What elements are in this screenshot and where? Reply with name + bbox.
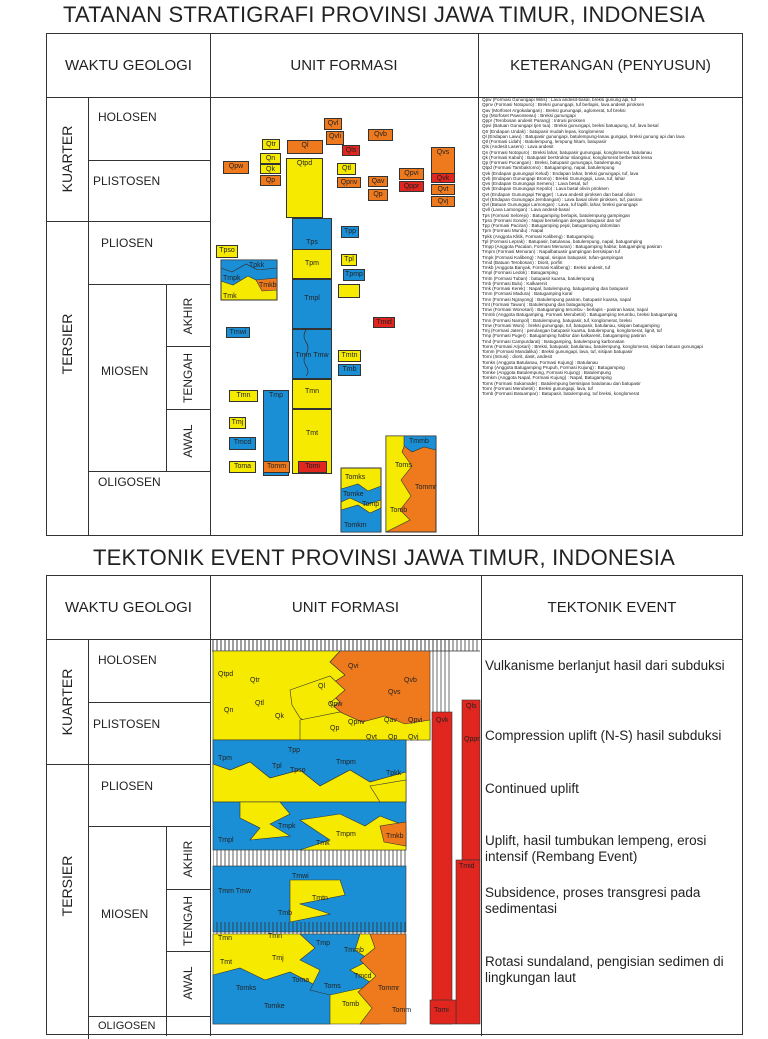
unit-tmn-c: Tmn	[292, 379, 332, 409]
epoch-miosen-2: MIOSEN	[101, 907, 149, 921]
unit-qpw: Qpw	[223, 161, 249, 174]
svg-text:Qp: Qp	[330, 725, 340, 732]
epoch-oligosen-2: OLIGOSEN	[98, 1020, 156, 1032]
event-2: Compression uplift (N-S) hasil subduksi	[485, 728, 722, 743]
event-6: Rotasi sundaland, pengisian sedimen di lingkungan laut	[485, 954, 724, 985]
unit-qppr: Qppr	[399, 181, 424, 192]
header-waktu-2: WAKTU GEOLOGI	[65, 599, 192, 616]
unit-tmn: Tmn	[229, 390, 258, 402]
epoch-oligosen: OLIGOSEN	[98, 475, 161, 489]
svg-text:Tmb: Tmb	[278, 910, 292, 917]
svg-text:Tmtn: Tmtn	[312, 895, 328, 902]
header-waktu: WAKTU GEOLOGI	[65, 57, 192, 74]
label-tmk: Tmk	[223, 293, 237, 300]
svg-text:Tmcd: Tmcd	[354, 973, 372, 980]
svg-text:Qp: Qp	[388, 734, 398, 741]
era-kuarter-2: KUARTER	[59, 668, 75, 736]
svg-text:Toma: Toma	[292, 977, 310, 984]
svg-text:Tmp: Tmp	[316, 940, 330, 947]
svg-text:Tmn: Tmn	[218, 935, 232, 942]
svg-text:Tmkb: Tmkb	[386, 833, 404, 840]
svg-text:Tmpk: Tmpk	[278, 823, 296, 830]
svg-text:Qk: Qk	[275, 713, 284, 720]
unit-tpm: Tpm	[292, 249, 332, 279]
svg-text:Tomks: Tomks	[236, 985, 257, 992]
svg-text:Tpl: Tpl	[272, 763, 282, 770]
svg-text:Tomb: Tomb	[342, 1001, 360, 1008]
svg-text:Tmj: Tmj	[272, 955, 284, 962]
unit-qvj: Qvj	[431, 196, 455, 207]
unit-tmcd: Tmcd	[229, 437, 256, 450]
svg-text:Tmpm: Tmpm	[336, 831, 356, 838]
svg-text:Qvs: Qvs	[388, 689, 401, 696]
event-3: Continued uplift	[485, 781, 579, 796]
unit-qn: Qn	[260, 153, 281, 164]
unit-qp: Qp	[260, 175, 281, 186]
svg-text:Tomm: Tomm	[392, 1007, 412, 1014]
era-kuarter: KUARTER	[59, 125, 75, 193]
svg-text:Tpso: Tpso	[290, 767, 306, 774]
tectonic-title: TEKTONIK EVENT PROVINSI JAWA TIMUR, INDONESIA	[93, 545, 675, 570]
svg-text:Qls: Qls	[466, 703, 477, 710]
unit-qav: Qav	[368, 176, 388, 187]
event-4: Uplift, hasil tumbukan lempeng, erosi intensif (Rembang Event)	[485, 833, 707, 864]
unit-tmj: Tmj	[229, 417, 246, 429]
svg-text:Tomke: Tomke	[264, 1003, 285, 1010]
stratigraphy-title: TATANAN STRATIGRAFI PROVINSI JAWA TIMUR, INDONESIA	[63, 2, 705, 27]
unit-qvb: Qvb	[368, 129, 393, 141]
unit-qvt: Qvt	[431, 184, 455, 195]
svg-text:Qvi: Qvi	[348, 663, 359, 670]
header-tektonik: TEKTONIK EVENT	[547, 599, 677, 616]
event-1: Vulkanisme berlanjut hasil dari subduksi	[485, 658, 725, 673]
svg-text:Qpvi: Qpvi	[408, 717, 423, 724]
epoch-plistosen: PLISTOSEN	[93, 174, 161, 188]
svg-text:Tmwi: Tmwi	[292, 873, 309, 880]
svg-text:Tpp: Tpp	[288, 747, 301, 754]
unit-tpso: Tpso	[216, 245, 238, 258]
unit-ql: Ql	[287, 140, 323, 154]
epoch-miosen: MIOSEN	[101, 364, 149, 378]
era-tersier-2: TERSIER	[59, 855, 75, 917]
svg-text:Tmk: Tmk	[316, 840, 330, 847]
header-unit: UNIT FORMASI	[290, 57, 398, 74]
unit-tmp: Tmp	[263, 390, 289, 476]
unit-tmid: Tmid	[373, 317, 395, 328]
unit-tmm-tmw: Tmm Tmw	[292, 329, 332, 379]
svg-text:Tmmb: Tmmb	[409, 438, 429, 445]
unit-qvs: Qvs	[431, 147, 455, 175]
header-unit-2: UNIT FORMASI	[291, 599, 400, 616]
unit-qvk: Qvk	[431, 173, 455, 183]
unit-tmb: Tmb	[338, 364, 361, 376]
unit-tmwi: Tmwi	[226, 327, 250, 338]
svg-text:Qppr: Qppr	[464, 736, 480, 743]
svg-text:Qvj: Qvj	[408, 734, 419, 741]
unit-tmpl: Tmpl	[292, 279, 332, 329]
unit-qvli: Qvli	[326, 131, 344, 145]
sub-awal: AWAL	[181, 424, 195, 458]
svg-text:Ql: Ql	[318, 683, 325, 690]
label-tmkb: Tmkb	[259, 282, 277, 289]
unit-tpp: Tpp	[341, 226, 359, 238]
unit-tmtn: Tmtn	[338, 350, 361, 362]
epoch-pliosen: PLIOSEN	[101, 236, 154, 250]
svg-text:Tmpl: Tmpl	[218, 837, 234, 844]
sub-akhir-2: AKHIR	[181, 840, 195, 878]
epoch-holosen-2: HOLOSEN	[98, 653, 157, 667]
svg-text:Qn: Qn	[224, 707, 234, 714]
unit-tomi: Tomi	[298, 461, 327, 473]
unit-tps: Tps	[292, 218, 332, 348]
svg-text:Tomb: Tomb	[390, 507, 408, 514]
epoch-holosen: HOLOSEN	[98, 110, 157, 124]
svg-text:Tommr: Tommr	[378, 985, 400, 992]
svg-text:Qpw: Qpw	[328, 701, 343, 708]
unit-qpvi: Qpvi	[399, 168, 424, 180]
svg-text:Tmn: Tmn	[268, 933, 282, 940]
svg-text:Qtl: Qtl	[255, 700, 264, 707]
epoch-pliosen-2: PLIOSEN	[101, 779, 154, 793]
header-keterangan: KETERANGAN (PENYUSUN)	[510, 57, 711, 74]
svg-text:Qvt: Qvt	[366, 734, 377, 741]
sub-awal-2: AWAL	[181, 966, 195, 1000]
svg-text:Qvb: Qvb	[404, 677, 417, 684]
unit-tmt: Tmt	[292, 409, 332, 474]
svg-text:Tomi: Tomi	[434, 1007, 449, 1014]
svg-text:Tmm Tmw: Tmm Tmw	[218, 888, 251, 895]
unit-qtr: Qtr	[262, 139, 280, 150]
svg-text:Qav: Qav	[384, 717, 397, 724]
unit-qp2: Qp	[368, 189, 388, 201]
unit-toma: Toma	[229, 461, 256, 473]
label-tmpk: Tmpk	[223, 275, 241, 282]
era-tersier: TERSIER	[59, 313, 75, 375]
svg-text:Tpkk: Tpkk	[386, 770, 402, 777]
svg-text:Tomkm: Tomkm	[344, 522, 367, 529]
svg-text:Toms: Toms	[395, 462, 412, 469]
sub-tengah: TENGAH	[181, 352, 195, 403]
sub-tengah-2: TENGAH	[181, 895, 195, 946]
svg-text:Qvk: Qvk	[436, 717, 449, 724]
svg-text:Tommr: Tommr	[415, 484, 437, 491]
unit-tpl: Tpl	[341, 254, 357, 266]
unit-qvl: Qvl	[324, 118, 342, 130]
svg-text:Qtr: Qtr	[250, 677, 260, 684]
svg-text:Qtpd: Qtpd	[218, 671, 234, 678]
unit-qk: Qk	[260, 164, 281, 174]
label-tpkk: Tpkk	[249, 262, 265, 269]
unit-qtl: Qtl	[337, 163, 356, 175]
svg-text:Tmt: Tmt	[220, 959, 233, 966]
svg-text:Tomke: Tomke	[343, 491, 364, 498]
epoch-plistosen-2: PLISTOSEN	[93, 717, 161, 731]
svg-text:Tomp: Tomp	[362, 501, 380, 508]
svg-text:Tmpm: Tmpm	[336, 759, 356, 766]
svg-text:Tmmb: Tmmb	[344, 947, 364, 954]
svg-text:Qpnv: Qpnv	[348, 719, 365, 726]
svg-text:Tpm: Tpm	[218, 755, 232, 762]
unit-tomm: Tomm	[263, 461, 290, 473]
svg-text:Tomks: Tomks	[345, 474, 366, 481]
svg-text:Tmid: Tmid	[459, 863, 475, 870]
description-list: Qpw (Formasi Gunungapi Wilis) : Lava andesit-basal, breksi gunung api, tuf Qpnv (Formasi Notopuro) : Breksi gunungapi, tuf berlapis, lava andesit piroksen Qav (Morfoset Argokalangan) : Breksi gunungapi, aglomerat, tuf breksi Qp (Morfoset Pawonsewu) : Breksi gunungapi Qppr (Terobosan andesit Parang) : Intrusi piroksen Qpvi (Batuan Gunungapi Ijen tua) : Breksi gunungapi, breksi batuapung, tuf, lava besal Qtr (Endapan Undak) : batupasir mudah lepas, konglomerat Ql (Endapan Lawu) : Batupasir gunungapi, batulempung-lanau gungapi, breksi gunung api dan lava Qtl (Formasi Lidah) : Batulempung, lempung hitam, batupasir Qls (Andesit Lasem) : Lava andesit Qn (Formasi Notopuro) : Breksi lahar, batupasir gunungapi, konglomerat, batulanau Qk (Formasi Kabuh) : Batupasir berstruktur silangsiur, konglomerat berbentuk lensa Qp (Formasi Pucangan) : Breksi, batupasir gunungapi, batulempung Qtpd (Formasi Tambakromo) : Batugamping, napal, batulempung Qvk (Endapan gunungapi Kelud) : Endapan lahar, breksi gunungapi, tuf, lava Qvb (Endapan Gunungapi Bromo) : Breksi Gunungapi, Lava, tuf, lahar Qvs (Endapan Gunungapi Semeru) : Lava besal, tuf Qvk (Endapan Gunungapi Kepolo) : Lava basal olivin piroksen Qvt (Endapan Gunungapi Tengger) : Lava andesit piroksen dan basal olivin Qvl (Endapan Gunungapi Jembangan) : Lava basal olivin piroksen, tuf, pasiran Qvl (Batuan Gunungapi Lamongan) : Lava, tuf lapilli, lahar, breksi gunungapi Qvll (Lava Lamongan) : Lava andesit-basal Tps (Formasi Selorejo) : Batugamping berlapis, batulempung gampingan Tpso (Formasi Sonde) : Napal berselingan dengan batupasir dan tuf Tpp (Formasi Paciran) : Batugamping pejal, batugamping dolomitan Tpm (Formasi Mundu) : Napal Tpkk (Anggota Klitik, Formasi Kalibeng) : Batugamping Tpl (Formasi Leprak) : Batupasir, batulanau, batulempung, napal, batugamping Tmpp (Anggota Pacalan, Formasi Menuran) : Batugamping hablur, batugamping pasiran Tmpm (Formasi Menuran) : Napalbatuasir gampingan bersisipan tuf Tmpk (Formasi Kalibeng) : Napal, sisipan batupasir, tufan-gampingan Tmid (Batuan Terobosan) : Diorit, porfiri Tmkb (Anggota Banyak, Formasi Kalibeng) : Breksi andesit, tuf Tmpl (Formasi Ledok) : Batugamping Tmtn (Formasi Tuban) : batupasir kuarsa, batulempung Tmb (Formasi Bulu) : Kalkarenit Tmk (Formasi Kerek) : Napal, batulempung, batugamping dan batupasir Tmm (Formasi Madura) : Batugamping koral Tmn (Formasi Ngrayong) : Batulempung pasiran, batupasir kuarsa, napal Tmt (Formasi Tawun) : Batulempung dan batugamping Tmw (Formasi Wonosari) : Batugamping terumbu - berlapis - pasiran kasar, napal Tmmb (Anggota Batugamping, Formasi Merubetiri) : Batugamping terumbu, breksi batugamping Tmn (Formasi Nampol) : Batulempung, batupasir, tuf, konglomerat, breksi Tmw (Formasi Wuni) : breksi gunungapi, tuf, batupasir, batulanau, sisipan batugamping Tmj (Formasi Jaten) : perulangan batupasir kuarsa, batulempung, konglomerat, lignit, tuf Tmp (Formasi Puger) : Batugamping hablur dan kalkarenit, batugamping pasiran Tmd (Formasi Campurdarat) : Batugamping, batulempung karbonatan Toms (Formasi Arjosari) : Breksi, batupasir, batulanau, batulempung, konglomerat, sisipan batuan gunungapi Tomm (Formasi Mandalika) : Breksi gunungapi, lava, tuf, sisipan batupasir Tomi (Intrusi) : diorit, dasit, andesit Tomks (Anggota Batulanau, Formasi Kujung) : Batulanau Tomp (Anggota Batugamping Prupuh, Formasi Kujung) : Batugamping Tomke (Anggota Batulempung, Formasi Kujung) : Batulempung Tomkm (Anggota Napal, Formasi Kujung) : Napal, Batugamping Toms (Formasi Sukamade) : Batulempung bersisipan batulanau dan batupasir Tomr (Formasi Merubetiri) : Breksi gunungapi, lava, tuf Tomb (Formasi Batuampar) : Batupasir, batulempung, tuf breksi, konglomerat	[482, 97, 703, 396]
unit-tpmp: Tpmp	[343, 269, 365, 281]
unit-qls: Qls	[342, 145, 360, 156]
unit-qtpd: Qtpd	[286, 158, 323, 218]
sub-akhir: AKHIR	[181, 297, 195, 335]
event-5: Subsidence, proses transgresi pada sedimentasi	[485, 885, 701, 916]
svg-text:Toms: Toms	[324, 983, 341, 990]
unit-qpnv: Qpnv	[337, 177, 361, 188]
